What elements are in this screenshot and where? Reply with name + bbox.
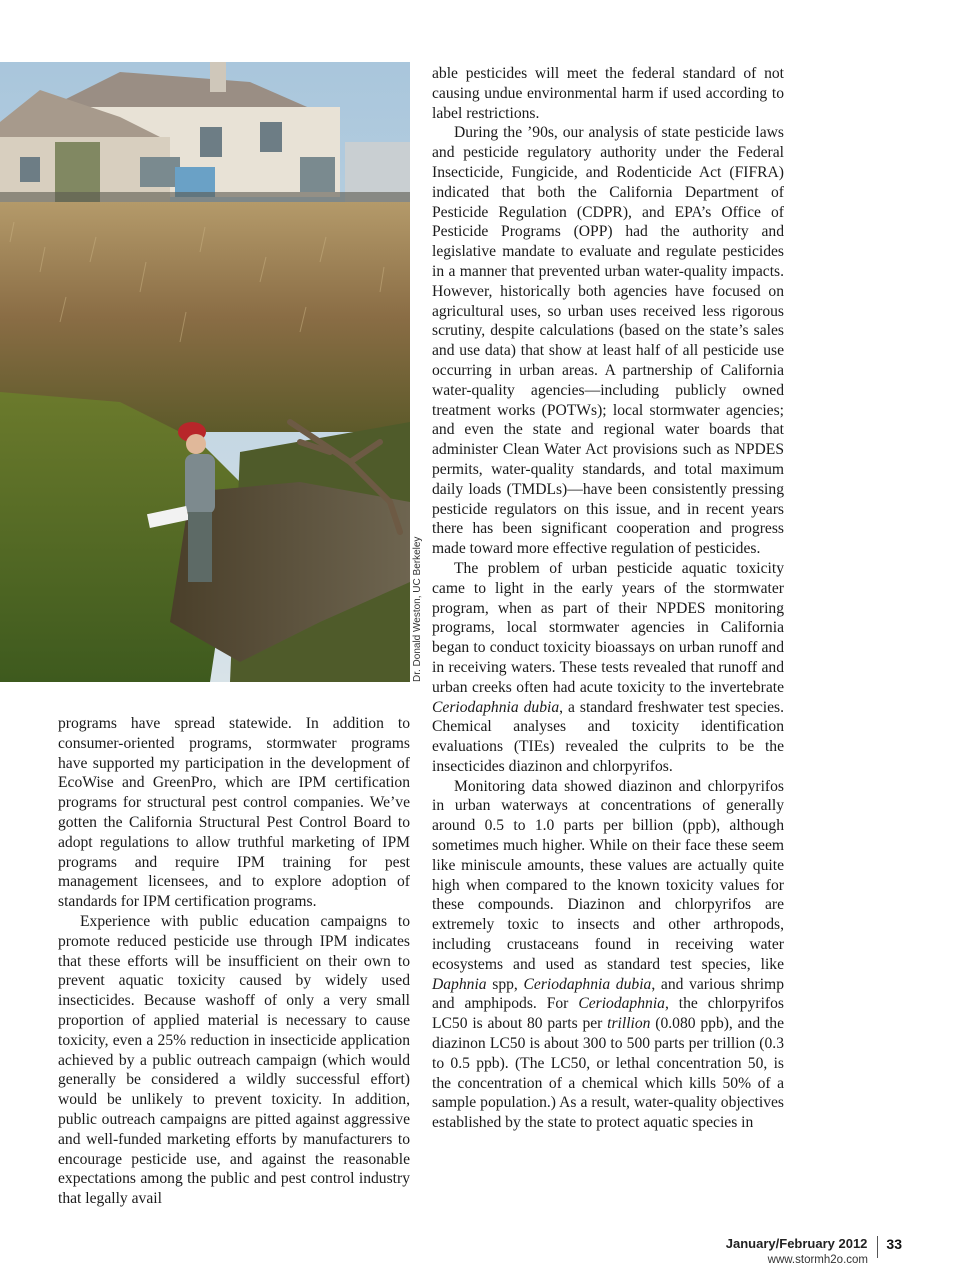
italic-run: Ceriodaphnia dubia [432, 698, 560, 716]
italic-run: trillion [607, 1015, 651, 1033]
italic-run: Daphnia [432, 975, 487, 993]
italic-run: Ceriodaphnia dubia [523, 975, 652, 993]
right-column [432, 64, 784, 1133]
text-run: The problem of urban pesticide aquatic toxicity came to light in the early years of the stormwater program, when as part of their NPDES monitoring programs, local stormwater agencies in California began to conduct toxicity bioassays on urban runoff and in receiving waters. These tests revealed that runoff and urban creeks often had acute toxicity to the invertebrate [432, 559, 784, 696]
paragraph [432, 559, 784, 777]
page-footer [726, 1236, 902, 1266]
text-run: Monitoring data showed diazinon and chlorpyrifos in urban waterways at concentrations of generally around 0.5 to 1.0 parts per billion (ppb), although sometimes much higher. While on their face these seem like miniscule amounts, these values are actually quite high when compared to the known toxicity values for these compounds. Diazinon and chlorpyrifos are extremely toxic to insects and other arthropods, including crustaceans found in receiving water ecosystems and used as standard test species, like [432, 777, 784, 973]
creek-photo [0, 62, 410, 682]
text-run: , and various shrimp and amphipods. For [432, 975, 784, 1013]
paragraph: programs have spread statewide. In addition to consumer-oriented programs, stormwater programs have supported my participation in the development of EcoWise and GreenPro, which are IPM certification programs for structural pest control companies. We’ve gotten the California Structural Pest Control Board to adopt regulations to allow truthful marketing of IPM programs and require IPM training for pest management licensees, and to explore adoption of standards for IPM certification programs. [58, 715, 410, 911]
paragraph: Experience with public education campaigns to promote reduced pesticide use through IPM indicates that these efforts will be insufficient on their own to prevent aquatic toxicity caused by widely used insecticides. Because washoff of only a very small proportion of applied material is necessary to cause toxicity, even a 25% reduction in insecticide application achieved by a public outreach campaign (which would generally be considered a wildly successful effort) would be unlikely to prevent toxicity. In addition, public outreach campaigns are pitted against aggressive and well-funded marketing efforts by manufacturers to encourage pesticide use, and against the reasonable expectations among the public and pest control industry that legally avail [58, 912, 410, 1208]
issue-date: January/February 2012 [725, 1236, 868, 1251]
page-number: 33 [886, 1236, 902, 1252]
paragraph: During the ’90s, our analysis of state pesticide laws and pesticide regulatory authority under the Federal Insecticide, Fungicide, and Rodenticide Act (FIFRA) indicated that both the California Department of Pesticide Regulation (CDPR), and EPA’s Office of Pesticide Programs (OPP) had the authority and legislative mandate to evaluate and regulate pesticides in a manner that prevented urban water-quality impacts. However, historically both agencies have focused on agricultural uses, so urban uses received less rigorous scrutiny, despite calculations (based on the state’s sales and use data) that show at least half of all pesticide use occurring in urban areas. A partnership of California water-quality agencies—including publicly owned treatment works (POTWs); local stormwater agencies; and even the state and regional water boards that administer Clean Water Act provisions such as NPDES permits, water-quality standards, and total maximum daily loads (TMDLs)—have been consistently pressing pesticide regulators on this issue, and in recent years there has been significant cooperation and progress made toward more effective regulation of pesticides. [432, 124, 784, 558]
text-run: , the chlorpyrifos LC50 is about 80 parts per [432, 995, 784, 1033]
text-run: spp, [486, 975, 524, 993]
photo-credit: Dr. Donald Weston, UC Berkeley [412, 536, 423, 682]
footer-divider [877, 1236, 878, 1258]
paragraph: able pesticides will meet the federal standard of not causing undue environmental harm if used according to label restrictions. [432, 65, 784, 122]
left-column [58, 714, 410, 1209]
creek-photo-icon [0, 62, 410, 682]
site-url[interactable]: www.stormh2o.com [767, 1254, 868, 1266]
paragraph [432, 777, 784, 1133]
italic-run: Ceriodaphnia [578, 995, 665, 1013]
text-run: (0.080 ppb), and the diazinon LC50 is about 300 to 500 parts per trillion (0.3 to 0.5 ppb). (The LC50, or lethal concentration 50, is the concentration of a chemical which kills 50% of a sample population.) As a result, water-quality objectives established by the state to protect aquatic species in [432, 1015, 784, 1132]
text-run: , a standard freshwater test species. Chemical analyses and toxicity identification evaluations (TIEs) revealed the culprits to be the insecticides diazinon and chlorpyrifos. [432, 698, 784, 775]
